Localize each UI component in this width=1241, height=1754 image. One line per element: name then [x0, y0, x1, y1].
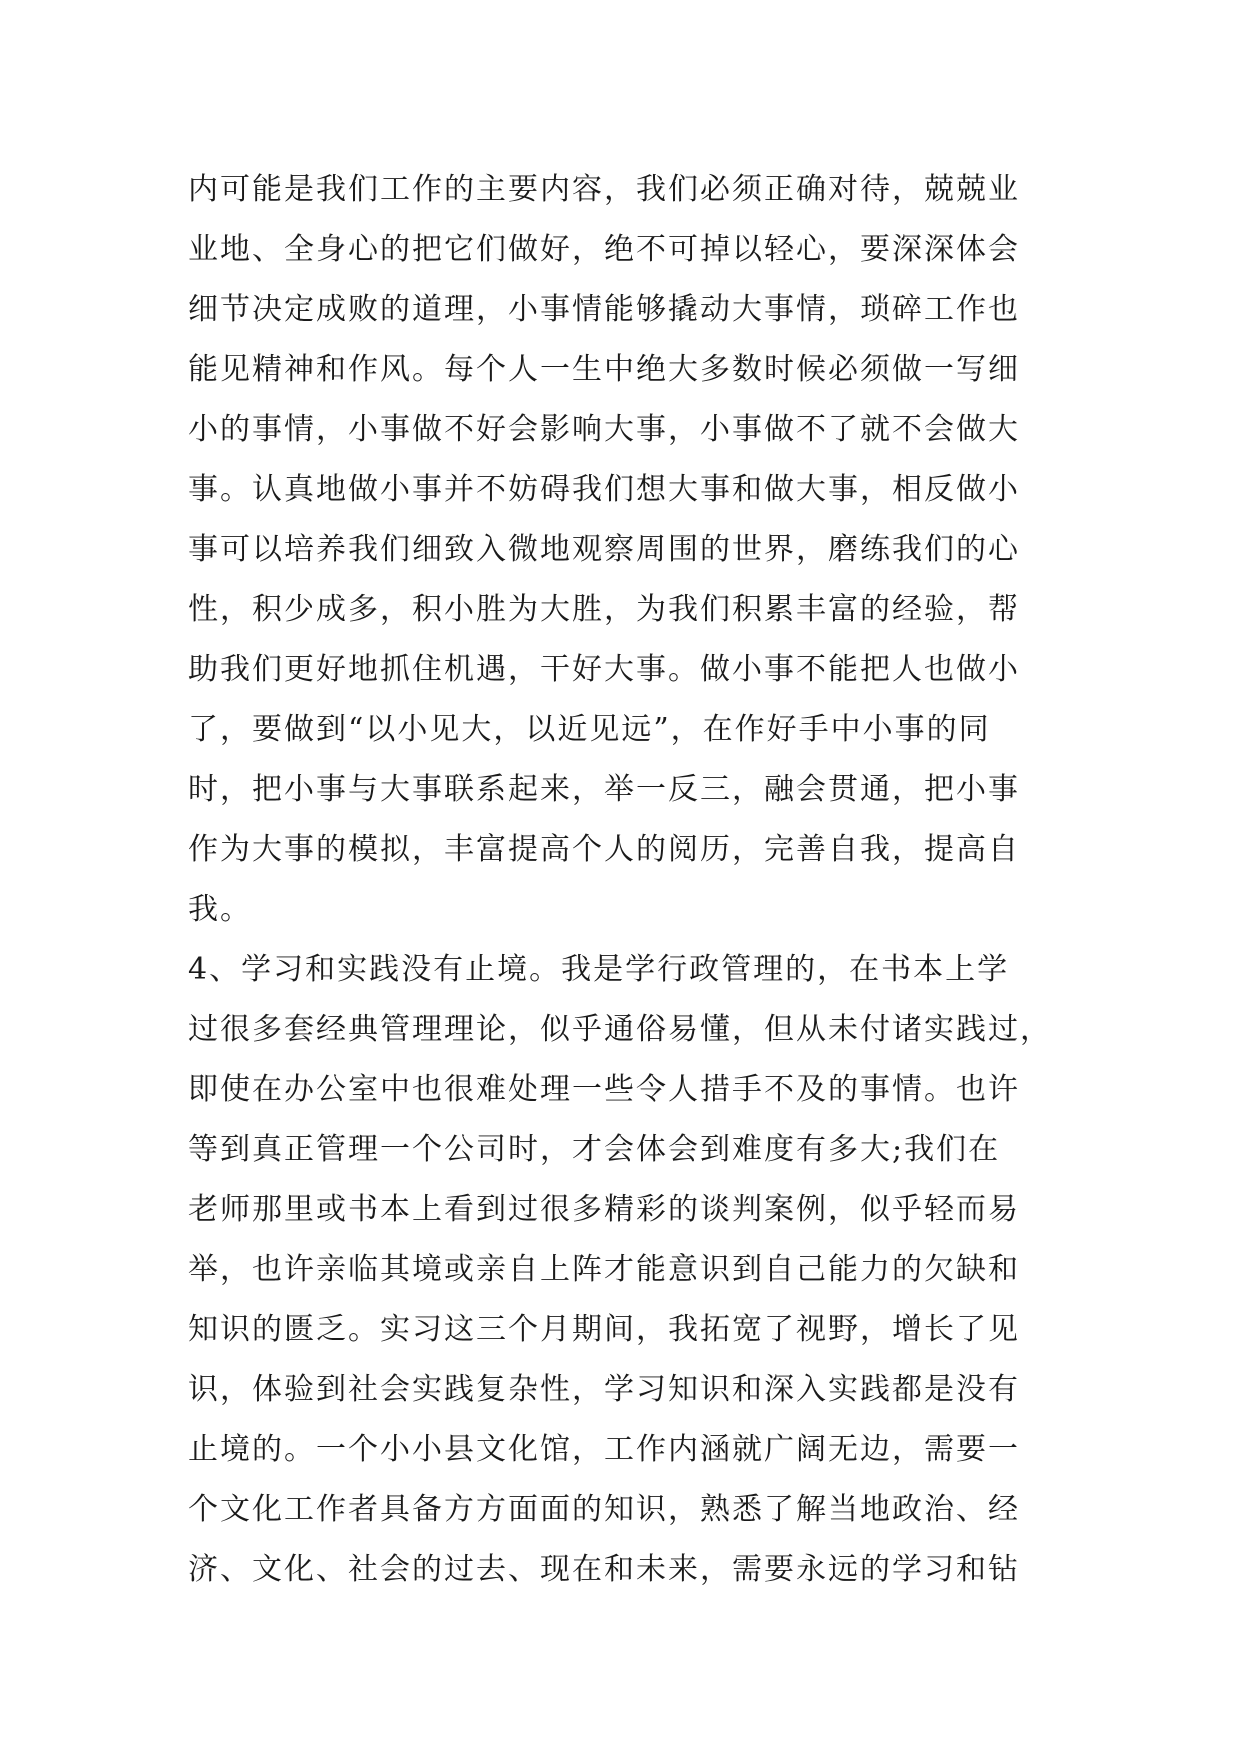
- text-line: 了，要做到“以小见大，以近见远”，在作好手中小事的同: [188, 712, 991, 747]
- text-line: 4、学习和实践没有止境。我是学行政管理的，在书本上学: [188, 952, 1010, 987]
- text-line: 事可以培养我们细致入微地观察周围的世界，磨练我们的心: [188, 532, 1020, 567]
- text-line: 识，体验到社会实践复杂性，学习知识和深入实践都是没有: [188, 1372, 1020, 1407]
- text-line: 性，积少成多，积小胜为大胜，为我们积累丰富的经验，帮: [188, 592, 1020, 627]
- text-line: 作为大事的模拟，丰富提高个人的阅历，完善自我，提高自: [188, 832, 1020, 867]
- text-line: 内可能是我们工作的主要内容，我们必须正确对待，兢兢业: [188, 172, 1020, 207]
- text-line: 我。: [188, 892, 252, 927]
- text-line: 举，也许亲临其境或亲自上阵才能意识到自己能力的欠缺和: [188, 1252, 1020, 1287]
- text-line: 助我们更好地抓住机遇，干好大事。做小事不能把人也做小: [188, 652, 1020, 687]
- text-line: 即使在办公室中也很难处理一些令人措手不及的事情。也许: [188, 1072, 1020, 1107]
- text-line: 事。认真地做小事并不妨碍我们想大事和做大事，相反做小: [188, 472, 1020, 507]
- text-line: 细节决定成败的道理，小事情能够撬动大事情，琐碎工作也: [188, 292, 1020, 327]
- text-line: 个文化工作者具备方方面面的知识，熟悉了解当地政治、经: [188, 1492, 1020, 1527]
- text-line: 止境的。一个小小县文化馆，工作内涵就广阔无边，需要一: [188, 1432, 1020, 1467]
- text-line: 过很多套经典管理理论，似乎通俗易懂，但从未付诸实践过，: [188, 1012, 1052, 1047]
- body-text: [188, 160, 1068, 1600]
- text-line: 业地、全身心的把它们做好，绝不可掉以轻心，要深深体会: [188, 232, 1020, 267]
- text-line: 老师那里或书本上看到过很多精彩的谈判案例，似乎轻而易: [188, 1192, 1020, 1227]
- text-line: 小的事情，小事做不好会影响大事，小事做不了就不会做大: [188, 412, 1020, 447]
- text-line: 时，把小事与大事联系起来，举一反三，融会贯通，把小事: [188, 772, 1020, 807]
- text-line: 知识的匮乏。实习这三个月期间，我拓宽了视野，增长了见: [188, 1312, 1020, 1347]
- text-line: 能见精神和作风。每个人一生中绝大多数时候必须做一写细: [188, 352, 1020, 387]
- text-line: 济、文化、社会的过去、现在和未来，需要永远的学习和钻: [188, 1552, 1020, 1587]
- text-line: 等到真正管理一个公司时，才会体会到难度有多大;我们在: [188, 1132, 1001, 1167]
